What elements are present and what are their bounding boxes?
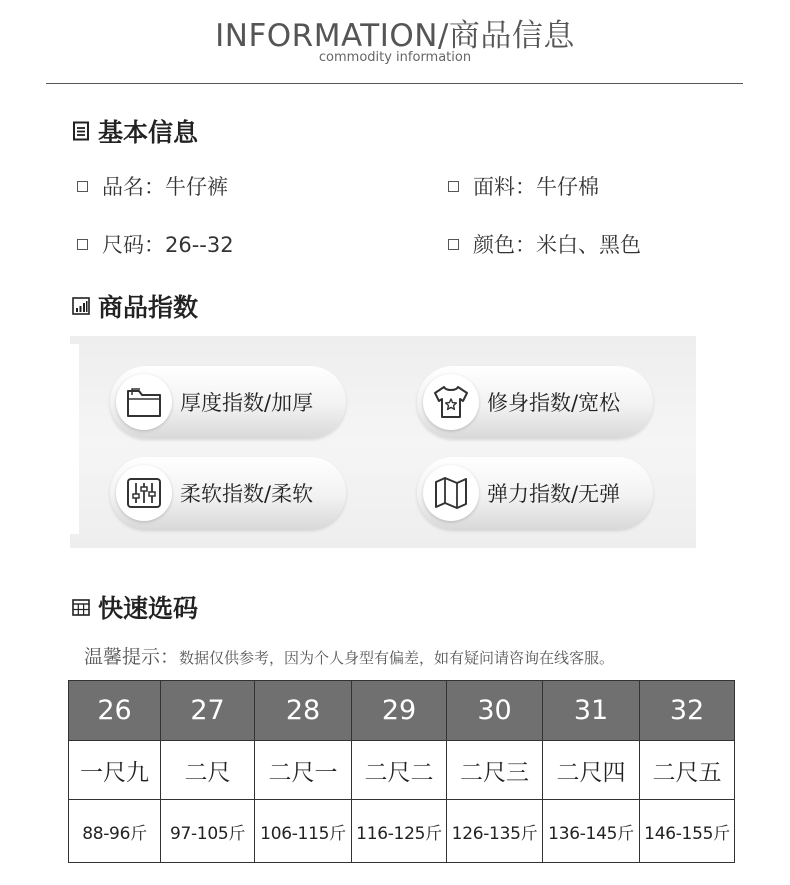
size-cell: 30 [447,681,543,741]
waist-cell: 二尺四 [543,741,640,800]
weight-cell: 126-135斤 [447,800,543,863]
waist-cell: 二尺二 [352,741,447,800]
weight-row [69,800,735,863]
quick-size-title: 快速选码 [98,594,199,623]
bar-chart-icon [72,297,90,315]
page-title: INFORMATION/商品信息 [215,18,575,54]
index-stretch [417,457,653,529]
info-size [77,229,234,259]
index-softness-label: 柔软指数/柔软 [180,482,314,506]
document-icon [72,121,90,141]
size-table [68,680,735,863]
quick-size-heading [72,589,198,625]
header-divider [46,83,743,84]
weight-cell: 97-105斤 [161,800,255,863]
color-text: 颜色：米白、黑色 [473,233,641,257]
index-fit [417,366,653,438]
waist-row [69,741,735,800]
product-index-title: 商品指数 [98,293,199,322]
tip-prefix: 温馨提示： [84,646,180,668]
info-product-name [77,171,228,201]
waist-cell: 一尺九 [69,741,161,800]
size-text: 尺码：26--32 [102,233,234,257]
checkbox-icon [448,181,459,192]
waist-cell: 二尺一 [255,741,352,800]
size-row [69,681,735,741]
waist-cell: 二尺三 [447,741,543,800]
waist-cell: 二尺 [161,741,255,800]
weight-cell: 146-155斤 [640,800,735,863]
warm-tip [84,642,614,669]
info-fabric [448,171,599,201]
size-cell: 28 [255,681,352,741]
calendar-icon [72,598,90,616]
product-index-heading [72,288,198,324]
checkbox-icon [448,239,459,250]
tshirt-icon [423,374,479,430]
weight-cell: 136-145斤 [543,800,640,863]
tip-text: 数据仅供参考，因为个人身型有偏差，如有疑问请咨询在线客服。 [179,649,615,667]
basic-info-heading [72,113,198,149]
page-subtitle: commodity information [318,50,472,65]
index-softness [110,457,346,529]
product-name-text: 品名：牛仔裤 [102,175,228,199]
info-color [448,229,641,259]
index-stretch-label: 弹力指数/无弹 [487,482,621,506]
weight-cell: 106-115斤 [255,800,352,863]
checkbox-icon [77,239,88,250]
weight-cell: 116-125斤 [352,800,447,863]
fabric-text: 面料：牛仔棉 [473,175,599,199]
folder-icon [116,374,172,430]
index-panel [70,336,696,548]
size-cell: 27 [161,681,255,741]
size-cell: 26 [69,681,161,741]
size-cell: 29 [352,681,447,741]
basic-info-title: 基本信息 [98,118,199,147]
sliders-icon [116,465,172,521]
checkbox-icon [77,181,88,192]
weight-cell: 88-96斤 [69,800,161,863]
index-thickness [110,366,346,438]
map-icon [423,465,479,521]
size-cell: 32 [640,681,735,741]
index-thickness-label: 厚度指数/加厚 [180,391,314,415]
waist-cell: 二尺五 [640,741,735,800]
size-cell: 31 [543,681,640,741]
index-fit-label: 修身指数/宽松 [487,391,621,415]
